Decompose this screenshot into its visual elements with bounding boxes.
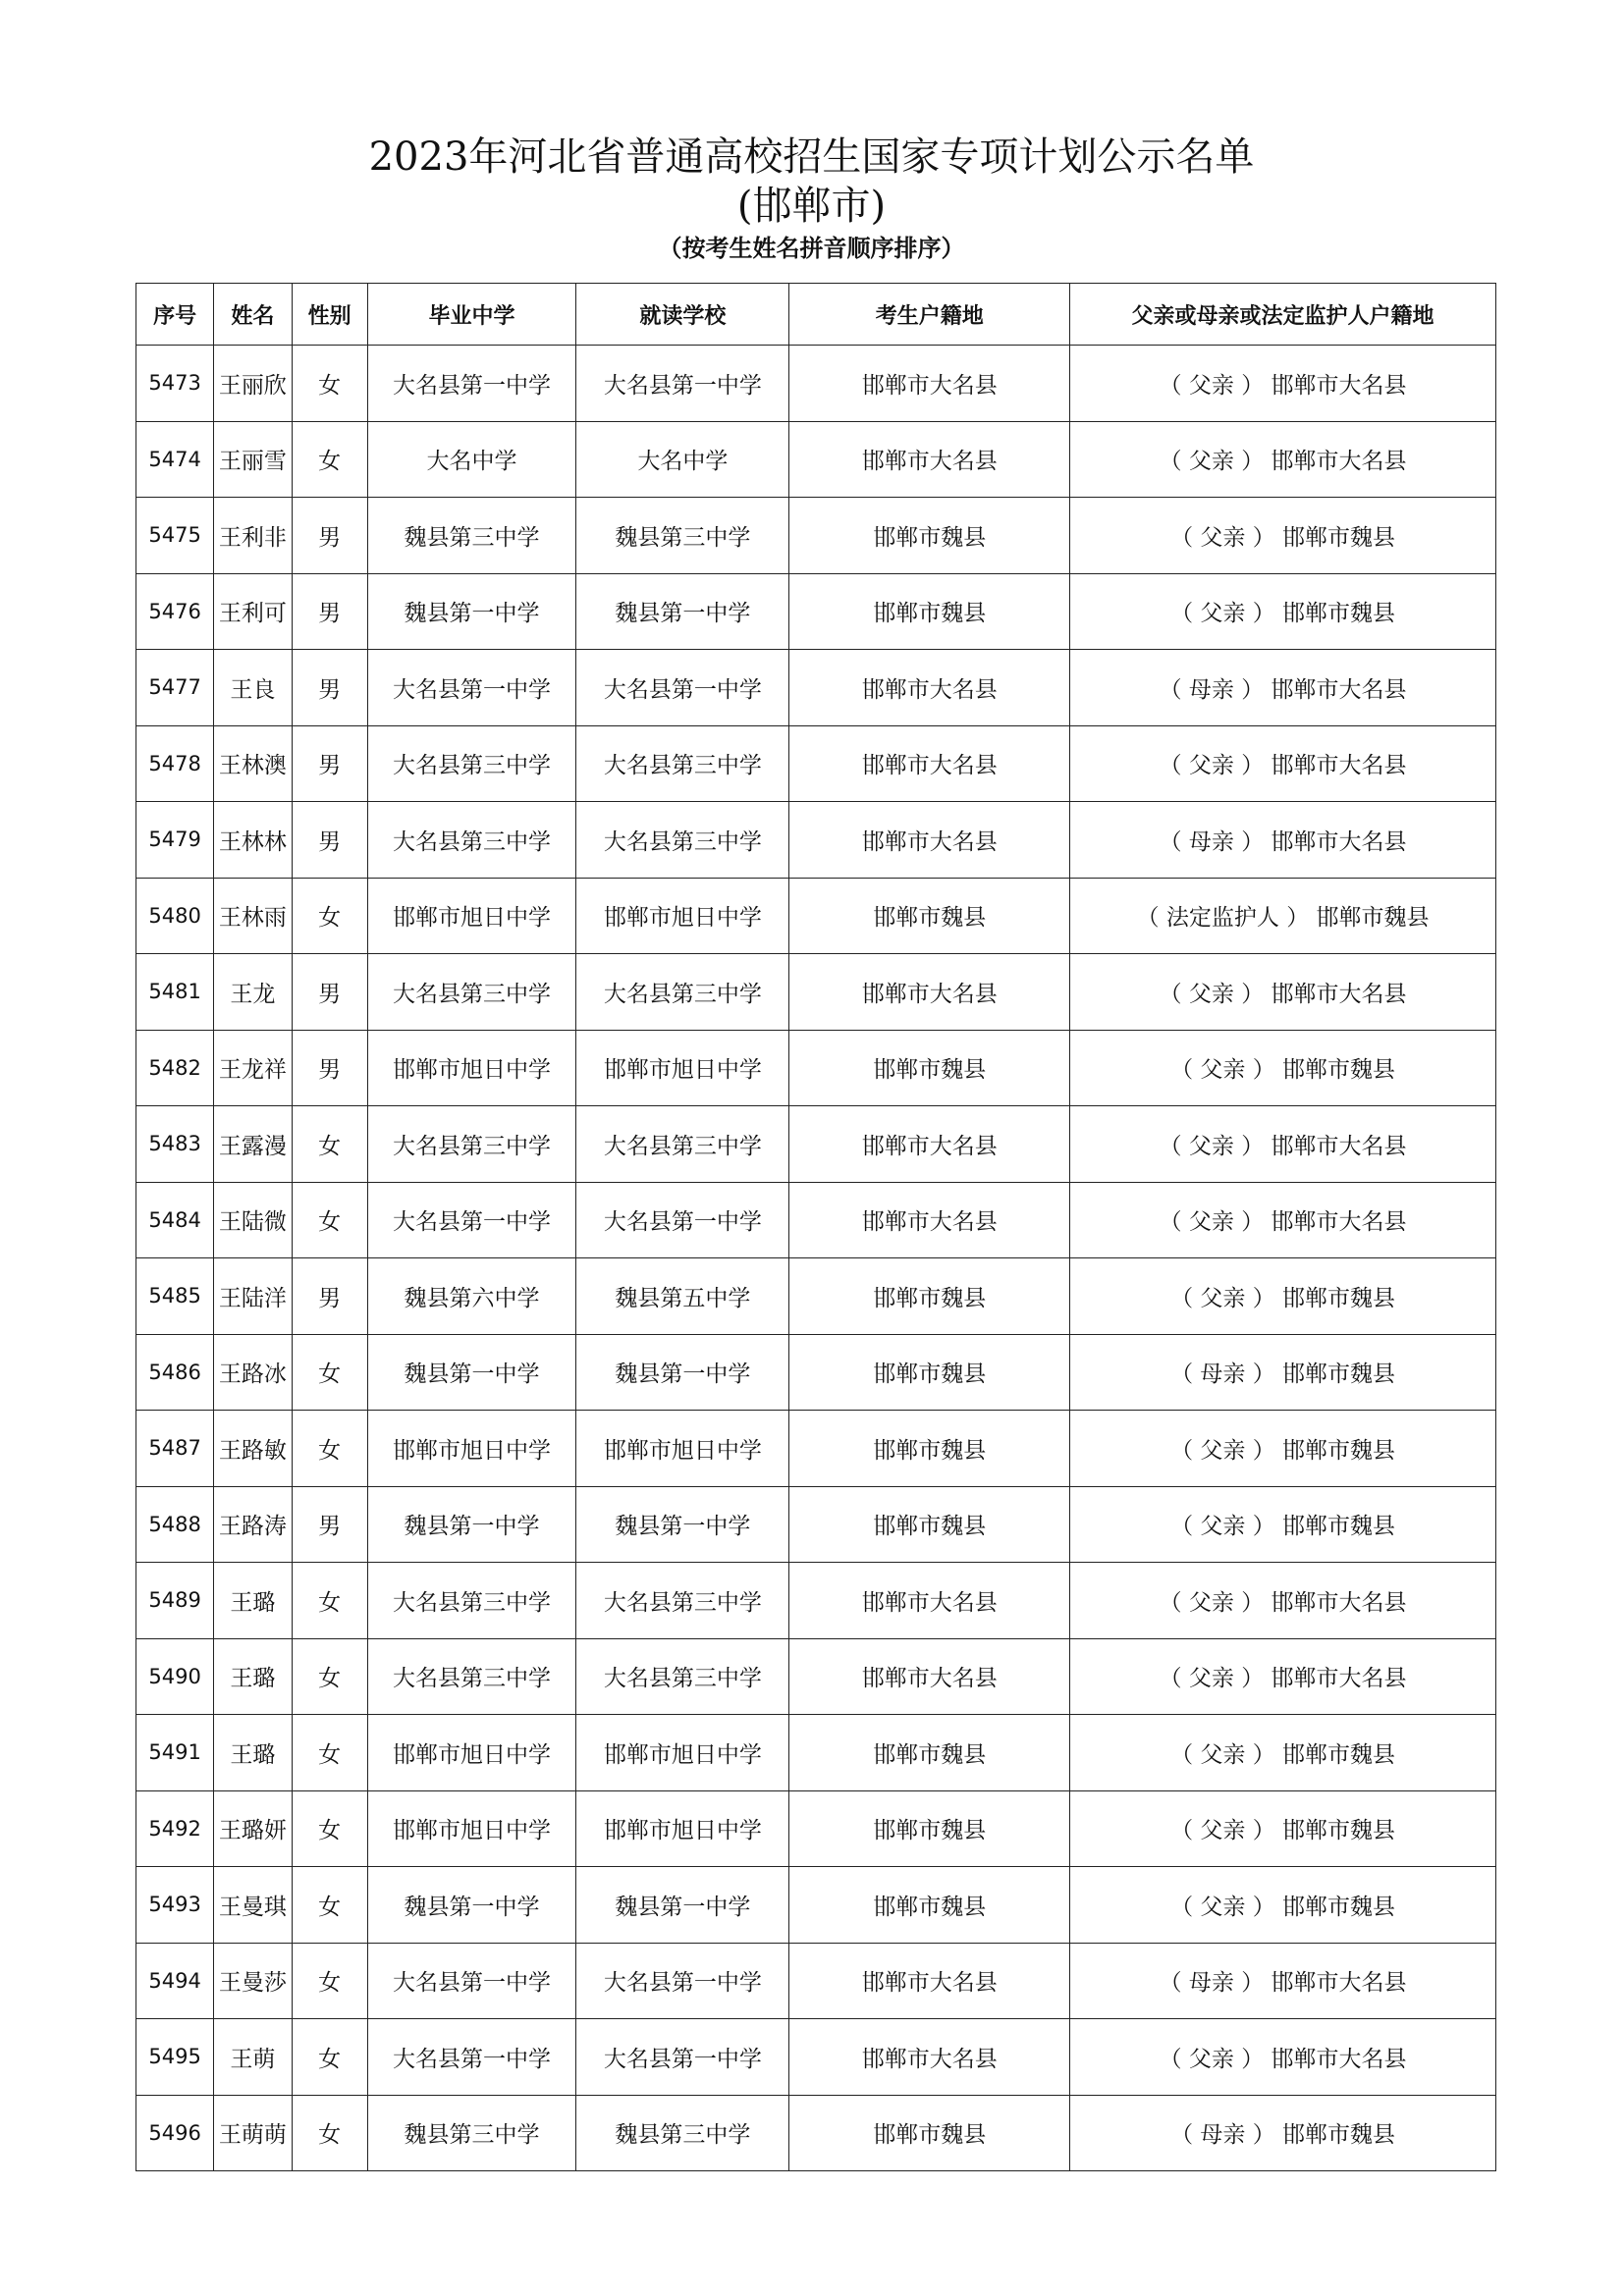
cell-seq: 5492 — [136, 1790, 214, 1867]
cell-gender: 女 — [292, 1563, 367, 1639]
cell-grad-school: 大名县第三中学 — [367, 802, 576, 879]
header-grad-school: 毕业中学 — [367, 284, 576, 346]
cell-grad-school: 魏县第三中学 — [367, 2095, 576, 2171]
cell-gender: 男 — [292, 725, 367, 802]
cell-guardian-hukou: （ 父亲 ） 邯郸市大名县 — [1070, 346, 1496, 422]
cell-guardian-hukou: （ 父亲 ） 邯郸市魏县 — [1070, 1030, 1496, 1106]
cell-current-school: 大名县第三中学 — [576, 1563, 789, 1639]
cell-hukou: 邯郸市大名县 — [789, 421, 1070, 498]
cell-seq: 5486 — [136, 1334, 214, 1411]
cell-guardian-hukou: （ 父亲 ） 邯郸市魏县 — [1070, 1411, 1496, 1487]
cell-grad-school: 邯郸市旭日中学 — [367, 1411, 576, 1487]
table-row — [136, 346, 1496, 422]
cell-seq: 5476 — [136, 573, 214, 650]
cell-guardian-hukou: （ 父亲 ） 邯郸市大名县 — [1070, 1563, 1496, 1639]
cell-gender: 女 — [292, 1411, 367, 1487]
header-guardian-hukou: 父亲或母亲或法定监护人户籍地 — [1070, 284, 1496, 346]
table-row — [136, 1182, 1496, 1258]
cell-current-school: 大名县第三中学 — [576, 802, 789, 879]
table-row — [136, 1563, 1496, 1639]
cell-hukou: 邯郸市魏县 — [789, 1030, 1070, 1106]
cell-grad-school: 魏县第一中学 — [367, 1334, 576, 1411]
cell-current-school: 大名县第一中学 — [576, 2019, 789, 2096]
table-row — [136, 1943, 1496, 2019]
cell-guardian-hukou: （ 父亲 ） 邯郸市魏县 — [1070, 573, 1496, 650]
cell-seq: 5473 — [136, 346, 214, 422]
cell-current-school: 大名县第三中学 — [576, 1106, 789, 1183]
cell-grad-school: 魏县第三中学 — [367, 498, 576, 574]
cell-current-school: 大名县第三中学 — [576, 725, 789, 802]
cell-seq: 5488 — [136, 1486, 214, 1563]
cell-guardian-hukou: （ 母亲 ） 邯郸市魏县 — [1070, 1334, 1496, 1411]
cell-hukou: 邯郸市大名县 — [789, 725, 1070, 802]
cell-hukou: 邯郸市魏县 — [789, 498, 1070, 574]
cell-hukou: 邯郸市魏县 — [789, 1715, 1070, 1791]
cell-name: 王路敏 — [214, 1411, 292, 1487]
cell-gender: 女 — [292, 1715, 367, 1791]
cell-seq: 5493 — [136, 1867, 214, 1944]
table-row — [136, 1106, 1496, 1183]
cell-name: 王林澳 — [214, 725, 292, 802]
cell-name: 王利非 — [214, 498, 292, 574]
cell-grad-school: 大名县第三中学 — [367, 725, 576, 802]
cell-seq: 5475 — [136, 498, 214, 574]
cell-guardian-hukou: （ 父亲 ） 邯郸市大名县 — [1070, 2019, 1496, 2096]
cell-grad-school: 大名县第一中学 — [367, 346, 576, 422]
cell-gender: 女 — [292, 1106, 367, 1183]
cell-gender: 男 — [292, 650, 367, 726]
cell-grad-school: 大名县第三中学 — [367, 1106, 576, 1183]
cell-name: 王璐 — [214, 1715, 292, 1791]
cell-gender: 男 — [292, 498, 367, 574]
table-row — [136, 802, 1496, 879]
cell-seq: 5474 — [136, 421, 214, 498]
table-row — [136, 1258, 1496, 1335]
cell-hukou: 邯郸市魏县 — [789, 2095, 1070, 2171]
cell-gender: 男 — [292, 1258, 367, 1335]
sort-note: （按考生姓名拼音顺序排序） — [658, 234, 965, 262]
cell-current-school: 大名中学 — [576, 421, 789, 498]
cell-hukou: 邯郸市大名县 — [789, 650, 1070, 726]
cell-name: 王良 — [214, 650, 292, 726]
cell-seq: 5495 — [136, 2019, 214, 2096]
cell-gender: 女 — [292, 2019, 367, 2096]
cell-current-school: 魏县第三中学 — [576, 498, 789, 574]
cell-name: 王丽雪 — [214, 421, 292, 498]
cell-guardian-hukou: （ 父亲 ） 邯郸市大名县 — [1070, 1638, 1496, 1715]
cell-hukou: 邯郸市魏县 — [789, 1486, 1070, 1563]
cell-gender: 男 — [292, 954, 367, 1031]
cell-grad-school: 大名县第三中学 — [367, 954, 576, 1031]
cell-guardian-hukou: （ 母亲 ） 邯郸市魏县 — [1070, 2095, 1496, 2171]
cell-hukou: 邯郸市大名县 — [789, 346, 1070, 422]
document-title: 2023年河北省普通高校招生国家专项计划公示名单 — [368, 134, 1255, 180]
cell-name: 王龙 — [214, 954, 292, 1031]
cell-grad-school: 魏县第一中学 — [367, 573, 576, 650]
cell-name: 王林雨 — [214, 878, 292, 954]
cell-grad-school: 大名县第三中学 — [367, 1563, 576, 1639]
cell-name: 王路涛 — [214, 1486, 292, 1563]
cell-gender: 女 — [292, 2095, 367, 2171]
cell-name: 王丽欣 — [214, 346, 292, 422]
table-row — [136, 2095, 1496, 2171]
cell-current-school: 大名县第一中学 — [576, 650, 789, 726]
cell-grad-school: 魏县第一中学 — [367, 1867, 576, 1944]
cell-guardian-hukou: （ 父亲 ） 邯郸市大名县 — [1070, 1182, 1496, 1258]
cell-name: 王路冰 — [214, 1334, 292, 1411]
cell-grad-school: 大名县第一中学 — [367, 1943, 576, 2019]
cell-guardian-hukou: （ 母亲 ） 邯郸市大名县 — [1070, 1943, 1496, 2019]
cell-gender: 女 — [292, 1182, 367, 1258]
cell-gender: 女 — [292, 421, 367, 498]
cell-hukou: 邯郸市大名县 — [789, 1943, 1070, 2019]
cell-name: 王陆洋 — [214, 1258, 292, 1335]
roster-table-body — [136, 346, 1496, 2171]
cell-current-school: 魏县第一中学 — [576, 1334, 789, 1411]
cell-grad-school: 邯郸市旭日中学 — [367, 1790, 576, 1867]
cell-seq: 5487 — [136, 1411, 214, 1487]
cell-guardian-hukou: （ 父亲 ） 邯郸市魏县 — [1070, 1790, 1496, 1867]
cell-seq: 5483 — [136, 1106, 214, 1183]
cell-grad-school: 大名县第三中学 — [367, 1638, 576, 1715]
cell-grad-school: 大名县第一中学 — [367, 650, 576, 726]
cell-seq: 5496 — [136, 2095, 214, 2171]
table-row — [136, 573, 1496, 650]
cell-gender: 女 — [292, 1943, 367, 2019]
cell-current-school: 魏县第三中学 — [576, 2095, 789, 2171]
cell-hukou: 邯郸市魏县 — [789, 1334, 1070, 1411]
cell-name: 王陆微 — [214, 1182, 292, 1258]
cell-current-school: 邯郸市旭日中学 — [576, 1411, 789, 1487]
table-row — [136, 1638, 1496, 1715]
cell-hukou: 邯郸市大名县 — [789, 802, 1070, 879]
cell-hukou: 邯郸市魏县 — [789, 1790, 1070, 1867]
cell-hukou: 邯郸市魏县 — [789, 573, 1070, 650]
cell-hukou: 邯郸市大名县 — [789, 2019, 1070, 2096]
table-row — [136, 1867, 1496, 1944]
cell-guardian-hukou: （ 父亲 ） 邯郸市魏县 — [1070, 498, 1496, 574]
cell-guardian-hukou: （ 父亲 ） 邯郸市大名县 — [1070, 725, 1496, 802]
cell-guardian-hukou: （ 父亲 ） 邯郸市魏县 — [1070, 1486, 1496, 1563]
cell-current-school: 邯郸市旭日中学 — [576, 1715, 789, 1791]
cell-hukou: 邯郸市大名县 — [789, 1182, 1070, 1258]
cell-gender: 男 — [292, 1030, 367, 1106]
table-row — [136, 725, 1496, 802]
cell-guardian-hukou: （ 父亲 ） 邯郸市大名县 — [1070, 954, 1496, 1031]
cell-gender: 女 — [292, 878, 367, 954]
cell-seq: 5494 — [136, 1943, 214, 2019]
cell-seq: 5480 — [136, 878, 214, 954]
cell-name: 王林林 — [214, 802, 292, 879]
cell-current-school: 魏县第五中学 — [576, 1258, 789, 1335]
cell-current-school: 魏县第一中学 — [576, 1486, 789, 1563]
roster-table-header — [136, 284, 1496, 346]
header-current-school: 就读学校 — [576, 284, 789, 346]
cell-guardian-hukou: （ 法定监护人 ） 邯郸市魏县 — [1070, 878, 1496, 954]
cell-guardian-hukou: （ 母亲 ） 邯郸市大名县 — [1070, 650, 1496, 726]
cell-hukou: 邯郸市魏县 — [789, 1867, 1070, 1944]
table-row — [136, 1030, 1496, 1106]
table-row — [136, 1486, 1496, 1563]
cell-grad-school: 魏县第一中学 — [367, 1486, 576, 1563]
cell-current-school: 大名县第三中学 — [576, 1638, 789, 1715]
cell-current-school: 大名县第三中学 — [576, 954, 789, 1031]
header-hukou: 考生户籍地 — [789, 284, 1070, 346]
cell-current-school: 大名县第一中学 — [576, 1182, 789, 1258]
table-row — [136, 878, 1496, 954]
cell-seq: 5478 — [136, 725, 214, 802]
cell-gender: 女 — [292, 346, 367, 422]
cell-grad-school: 大名县第一中学 — [367, 2019, 576, 2096]
cell-name: 王萌萌 — [214, 2095, 292, 2171]
cell-seq: 5482 — [136, 1030, 214, 1106]
cell-guardian-hukou: （ 父亲 ） 邯郸市大名县 — [1070, 1106, 1496, 1183]
cell-name: 王露漫 — [214, 1106, 292, 1183]
cell-hukou: 邯郸市魏县 — [789, 1258, 1070, 1335]
cell-guardian-hukou: （ 父亲 ） 邯郸市魏县 — [1070, 1867, 1496, 1944]
cell-name: 王璐 — [214, 1563, 292, 1639]
table-row — [136, 1715, 1496, 1791]
cell-hukou: 邯郸市魏县 — [789, 1411, 1070, 1487]
cell-hukou: 邯郸市大名县 — [789, 954, 1070, 1031]
cell-name: 王璐妍 — [214, 1790, 292, 1867]
cell-seq: 5477 — [136, 650, 214, 726]
cell-seq: 5489 — [136, 1563, 214, 1639]
cell-gender: 女 — [292, 1638, 367, 1715]
cell-hukou: 邯郸市魏县 — [789, 878, 1070, 954]
cell-name: 王曼莎 — [214, 1943, 292, 2019]
cell-name: 王萌 — [214, 2019, 292, 2096]
cell-current-school: 魏县第一中学 — [576, 1867, 789, 1944]
cell-grad-school: 大名县第一中学 — [367, 1182, 576, 1258]
table-row — [136, 954, 1496, 1031]
table-row — [136, 650, 1496, 726]
roster-table — [135, 283, 1496, 2171]
cell-grad-school: 邯郸市旭日中学 — [367, 878, 576, 954]
cell-guardian-hukou: （ 父亲 ） 邯郸市魏县 — [1070, 1258, 1496, 1335]
cell-current-school: 邯郸市旭日中学 — [576, 1790, 789, 1867]
cell-grad-school: 大名中学 — [367, 421, 576, 498]
cell-hukou: 邯郸市大名县 — [789, 1638, 1070, 1715]
cell-seq: 5491 — [136, 1715, 214, 1791]
header-name: 姓名 — [214, 284, 292, 346]
cell-hukou: 邯郸市大名县 — [789, 1563, 1070, 1639]
cell-name: 王利可 — [214, 573, 292, 650]
table-row — [136, 2019, 1496, 2096]
cell-current-school: 大名县第一中学 — [576, 1943, 789, 2019]
header-row — [136, 284, 1496, 346]
table-row — [136, 1411, 1496, 1487]
cell-current-school: 大名县第一中学 — [576, 346, 789, 422]
cell-current-school: 魏县第一中学 — [576, 573, 789, 650]
table-row — [136, 498, 1496, 574]
cell-seq: 5479 — [136, 802, 214, 879]
cell-seq: 5490 — [136, 1638, 214, 1715]
cell-name: 王曼琪 — [214, 1867, 292, 1944]
cell-guardian-hukou: （ 父亲 ） 邯郸市大名县 — [1070, 421, 1496, 498]
cell-seq: 5481 — [136, 954, 214, 1031]
header-gender: 性别 — [292, 284, 367, 346]
table-row — [136, 421, 1496, 498]
cell-gender: 男 — [292, 802, 367, 879]
cell-current-school: 邯郸市旭日中学 — [576, 878, 789, 954]
cell-hukou: 邯郸市大名县 — [789, 1106, 1070, 1183]
cell-grad-school: 魏县第六中学 — [367, 1258, 576, 1335]
cell-gender: 女 — [292, 1334, 367, 1411]
cell-guardian-hukou: （ 母亲 ） 邯郸市大名县 — [1070, 802, 1496, 879]
cell-gender: 女 — [292, 1867, 367, 1944]
table-row — [136, 1790, 1496, 1867]
table-row — [136, 1334, 1496, 1411]
cell-gender: 男 — [292, 1486, 367, 1563]
cell-grad-school: 邯郸市旭日中学 — [367, 1715, 576, 1791]
cell-guardian-hukou: （ 父亲 ） 邯郸市魏县 — [1070, 1715, 1496, 1791]
cell-name: 王璐 — [214, 1638, 292, 1715]
document-subtitle: (邯郸市) — [736, 184, 887, 229]
cell-gender: 男 — [292, 573, 367, 650]
header-seq: 序号 — [136, 284, 214, 346]
cell-current-school: 邯郸市旭日中学 — [576, 1030, 789, 1106]
cell-gender: 女 — [292, 1790, 367, 1867]
cell-grad-school: 邯郸市旭日中学 — [367, 1030, 576, 1106]
cell-name: 王龙祥 — [214, 1030, 292, 1106]
cell-seq: 5485 — [136, 1258, 214, 1335]
cell-seq: 5484 — [136, 1182, 214, 1258]
